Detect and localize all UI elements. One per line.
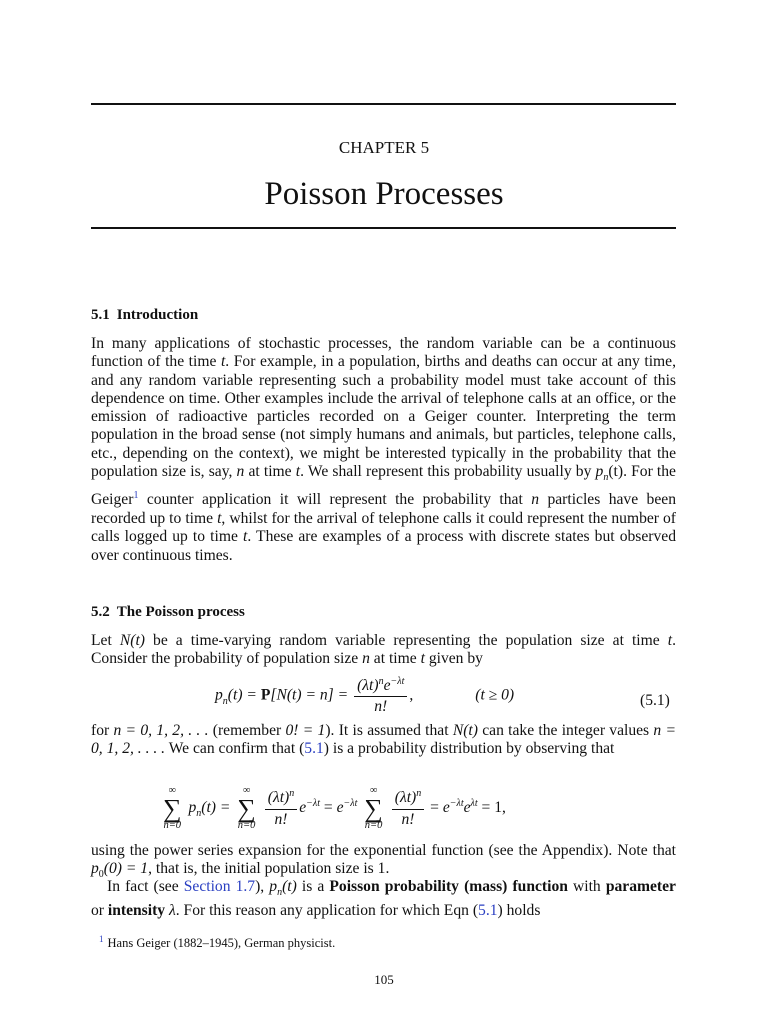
- summation-1: ∞ ∑ n=0: [163, 785, 182, 831]
- fraction: $\frac{(\lambda t)^n}{n!}$: [392, 788, 424, 828]
- fraction: $\frac{(\lambda t)^n}{n!}$: [265, 788, 297, 828]
- equation-ref-link[interactable]: 5.1: [478, 902, 498, 920]
- equation-5-1: $p_n(t) = P[N(t) = n]$ = $\frac{(\lambda t)^ne^{-\lambda t}}{n!}$ , (t ≥ 0): [215, 676, 515, 716]
- section-number: 5.1: [91, 307, 110, 323]
- poisson-paragraph-3: using the power series expansion for the exponential function (see the Appendix). Note that $p_0(0) = 1$, that is, the initial population size is 1.: [91, 842, 676, 881]
- section-number: 5.2: [91, 604, 110, 620]
- poisson-paragraph-1: Let N(t) be a time-varying random variable representing the population size at time t. Consider the probability of population size n at time t given by: [91, 632, 676, 668]
- summation-3: ∞ ∑ n=0: [364, 785, 383, 831]
- section-title: Introduction: [116, 307, 199, 323]
- poisson-paragraph-4: In fact (see Section 1.7), $p_n(t)$ is a Poisson probability (mass) function with parameter or intensity λ. For this reason any application for which Eqn (5.1) holds: [91, 878, 676, 920]
- section-heading-poisson-process: [91, 604, 245, 621]
- section-heading-introduction: [91, 307, 198, 324]
- footnote-ref-link[interactable]: 1: [133, 490, 139, 502]
- footnote: [99, 934, 335, 951]
- intro-paragraph: In many applications of stochastic processes, the random variable can be a continuous function of the time t. For example, in a population, births and deaths can occur at any time, and any random variable representing such a probability model must take account of this dependence on time. Other examples include the arrival of telephone calls at an office, or the emission of radioactive particles recorded on a Geiger counter. Interpreting the term population in the broad sense (not simply humans and animals, but particles, telephone calls, etc., depending on the context), we might be interested typically in the probability that the population size is, say, n at time t. We shall represent this probability usually by $p_n(t)$. For the Geiger$^1$ counter application it will represent the probability that n particles have been recorded up to time t, whilst for the arrival of telephone calls it could represent the number of calls logged up to time t. These are examples of a process with discrete states but observed over continuous times.: [91, 335, 676, 564]
- equation-number: (5.1): [640, 692, 670, 709]
- footnote-mark: 1: [99, 934, 104, 944]
- summation-2: ∞ ∑ n=0: [237, 785, 256, 831]
- equation-condition: (t ≥ 0): [475, 686, 515, 704]
- section-title: The Poisson process: [116, 604, 245, 620]
- chapter-title: Poisson Processes: [264, 176, 504, 212]
- section-ref-link[interactable]: Section 1.7: [183, 878, 256, 895]
- equation-sum: ∞ ∑ n=0 $p_n(t)$ = ∞ ∑ n=0 $\frac{(\lambda t)^n}{n!}$ $e^{-\lambda t} = e^{-\lambda t}$ ∞ ∑ n=0 $\frac{(\lambda t)^n}{n!}$ = $e^{-\lambda t}e^{\lambda t} = 1$,: [163, 785, 506, 831]
- fraction: $\frac{(\lambda t)^ne^{-\lambda t}}{n!}$: [354, 676, 407, 716]
- top-rule: [91, 103, 676, 105]
- footnote-text: Hans Geiger (1882–1945), German physicist.: [107, 936, 336, 951]
- equation-ref-link[interactable]: 5.1: [304, 740, 324, 758]
- title-rule: [91, 227, 676, 229]
- page-number: 105: [374, 972, 394, 987]
- poisson-paragraph-2: for n = 0, 1, 2, . . . (remember 0! = 1). It is assumed that N(t) can take the integer values n = 0, 1, 2, . . . . We can confirm that (5.1) is a probability distribution by observing that: [91, 722, 677, 758]
- chapter-label: CHAPTER 5: [338, 138, 430, 157]
